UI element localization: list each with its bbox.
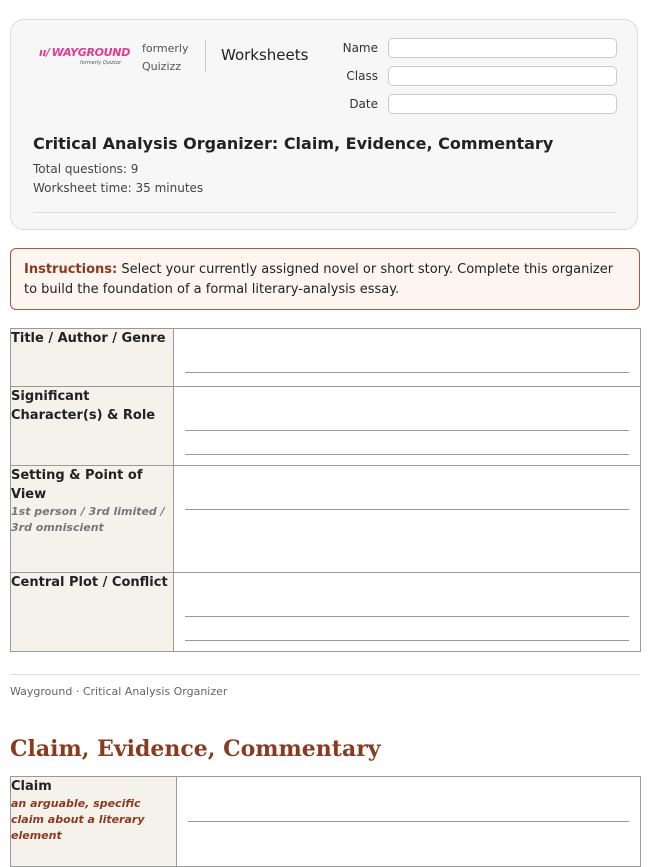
writing-line <box>188 821 629 822</box>
answer-area[interactable] <box>174 573 641 652</box>
row-label: Title / Author / Genre <box>11 329 174 387</box>
quizizz-line: Quizizz <box>142 60 182 73</box>
table-row <box>11 466 641 573</box>
section-label: Worksheets <box>221 46 309 64</box>
worksheet-title: Critical Analysis Organizer: Claim, Evidence, Commentary <box>33 134 554 153</box>
date-label: Date <box>349 97 378 111</box>
table-row <box>11 777 641 867</box>
instructions-text: Select your currently assigned novel or short story. Complete this organizer to build the foundation of a formal literary-analysis essay. <box>24 262 614 297</box>
page-footer: Wayground · Critical Analysis Organizer <box>10 685 228 698</box>
claim-table <box>10 776 641 867</box>
table-row <box>11 329 641 387</box>
header-divider <box>205 40 206 72</box>
logo-subtext: formerly Quizizz <box>80 60 121 66</box>
instructions-box <box>10 248 640 310</box>
total-questions: Total questions: 9 <box>33 162 139 176</box>
instructions-label: Instructions: <box>24 262 118 277</box>
answer-area[interactable] <box>174 329 641 387</box>
worksheet-time: Worksheet time: 35 minutes <box>33 181 204 195</box>
class-field[interactable] <box>388 66 617 86</box>
writing-line <box>185 454 629 455</box>
answer-area[interactable] <box>177 777 641 867</box>
section-heading: Claim, Evidence, Commentary <box>10 736 381 762</box>
row-label: Setting & Point of View 1st person / 3rd limited / 3rd omniscient <box>11 466 174 573</box>
header-rule <box>33 212 617 213</box>
row-label: Central Plot / Conflict <box>11 573 174 652</box>
table-row <box>11 573 641 652</box>
table-row <box>11 387 641 466</box>
row-hint: an arguable, specific claim about a literary element <box>11 797 145 842</box>
answer-area[interactable] <box>174 466 641 573</box>
row-label: Claim an arguable, specific claim about a literary element <box>11 777 177 867</box>
formerly-line: formerly <box>142 42 189 55</box>
writing-line <box>185 430 629 431</box>
answer-area[interactable] <box>174 387 641 466</box>
writing-line <box>185 640 629 641</box>
footer-rule <box>10 674 640 675</box>
logo-wordmark: ıı/ WAYGROUND <box>39 46 131 59</box>
writing-line <box>185 372 629 373</box>
date-field[interactable] <box>388 94 617 114</box>
name-field[interactable] <box>388 38 617 58</box>
story-elements-table <box>10 328 641 652</box>
name-label: Name <box>342 41 378 55</box>
wayground-logo <box>39 46 131 68</box>
class-label: Class <box>346 69 378 83</box>
worksheet-header <box>10 19 638 230</box>
writing-line <box>185 509 629 510</box>
writing-line <box>185 616 629 617</box>
formerly-quizizz-note <box>142 40 189 76</box>
row-label: Significant Character(s) & Role <box>11 387 174 466</box>
row-hint: 1st person / 3rd limited / 3rd omniscient <box>11 505 165 534</box>
